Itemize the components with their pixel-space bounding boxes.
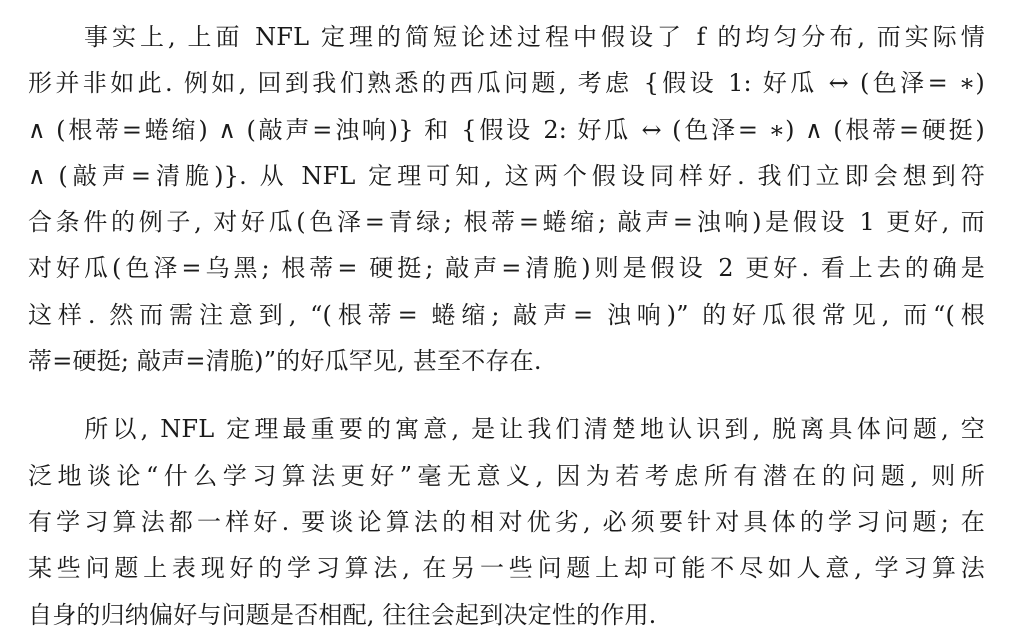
text-line: 泛地谈论“什么学习算法更好”毫无意义, 因为若考虑所有潜在的问题, 则所 (28, 461, 985, 490)
text-line: 某些问题上表现好的学习算法, 在另一些问题上却可能不尽如人意, 学习算法 (28, 554, 985, 583)
text-line: 这样. 然而需注意到, “(根蒂= 蜷缩; 敲声= 浊响)” 的好瓜很常见, 而“(根 (28, 300, 985, 329)
text-line: ∧ (根蒂=蜷缩) ∧ (敲声=浊响)} 和 {假设 2: 好瓜 ↔ (色泽= ∗) ∧ (根蒂=硬挺) (28, 115, 985, 144)
text-line: 形并非如此. 例如, 回到我们熟悉的西瓜问题, 考虑 {假设 1: 好瓜 ↔ (色泽= ∗) (28, 69, 985, 98)
text-line: ∧ (敲声=清脆)}. 从 NFL 定理可知, 这两个假设同样好. 我们立即会想到符 (28, 161, 985, 190)
paragraph-nfl-moral (28, 406, 985, 630)
text-line: 所以, NFL 定理最重要的寓意, 是让我们清楚地认识到, 脱离具体问题, 空 (28, 415, 985, 444)
text-line: 有学习算法都一样好. 要谈论算法的相对优劣, 必须要针对具体的学习问题; 在 (28, 507, 985, 536)
text-line: 对好瓜(色泽=乌黑; 根蒂= 硬挺; 敲声=清脆)则是假设 2 更好. 看上去的确是 (28, 254, 985, 283)
text-line: 自身的归纳偏好与问题是否相配, 往往会起到决定性的作用. (28, 600, 657, 629)
paragraph-nfl-example (28, 14, 985, 384)
text-line: 蒂=硬挺; 敲声=清脆)”的好瓜罕见, 甚至不存在. (28, 347, 542, 376)
text-line: 合条件的例子, 对好瓜(色泽=青绿; 根蒂=蜷缩; 敲声=浊响)是假设 1 更好, 而 (28, 208, 985, 237)
text-line: 事实上, 上面 NFL 定理的简短论述过程中假设了 f 的均匀分布, 而实际情 (28, 23, 985, 51)
paragraph-spacing (28, 384, 985, 406)
